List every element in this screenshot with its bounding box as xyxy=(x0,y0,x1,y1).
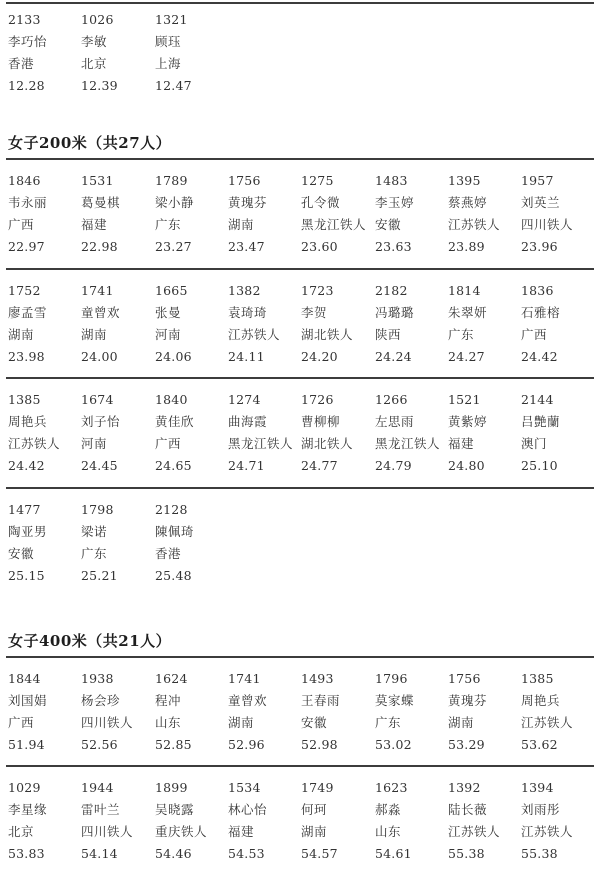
athlete-name: 杨会珍 xyxy=(81,693,121,708)
athlete-entry xyxy=(8,170,81,258)
athlete-entry xyxy=(375,668,448,756)
athlete-name: 童曾欢 xyxy=(81,305,121,320)
bib-number: 1674 xyxy=(81,392,114,407)
athlete-name: 韦永丽 xyxy=(8,195,48,210)
athlete-entry xyxy=(448,668,521,756)
result-time: 54.57 xyxy=(301,846,338,861)
bib-number: 1741 xyxy=(228,671,261,686)
bib-number: 1395 xyxy=(448,173,481,188)
athlete-name: 蔡燕婷 xyxy=(448,195,488,210)
team-name: 安徽 xyxy=(301,715,328,730)
result-time: 54.46 xyxy=(155,846,192,861)
result-time: 23.98 xyxy=(8,349,45,364)
team-name: 福建 xyxy=(81,217,108,232)
bib-number: 1796 xyxy=(375,671,408,686)
bib-number: 1531 xyxy=(81,173,114,188)
athlete-entry xyxy=(301,280,374,368)
results-row xyxy=(0,389,600,485)
athlete-name: 梁小静 xyxy=(155,195,195,210)
bib-number: 1844 xyxy=(8,671,41,686)
athlete-entry xyxy=(8,499,81,587)
bib-number: 1899 xyxy=(155,780,188,795)
section-title-w400: 女子400米（共21人） xyxy=(8,632,172,650)
result-time: 55.38 xyxy=(521,846,558,861)
bib-number: 1814 xyxy=(448,283,481,298)
athlete-entry xyxy=(81,668,154,756)
athlete-name: 朱翠妍 xyxy=(448,305,488,320)
athlete-entry xyxy=(8,389,81,477)
team-name: 安徽 xyxy=(8,546,35,561)
athlete-entry xyxy=(521,668,594,756)
athlete-name: 刘子怡 xyxy=(81,414,121,429)
result-time: 24.71 xyxy=(228,458,265,473)
athlete-name: 曲海霞 xyxy=(228,414,268,429)
team-name: 湖南 xyxy=(8,327,35,342)
result-time: 24.27 xyxy=(448,349,485,364)
bib-number: 1394 xyxy=(521,780,554,795)
team-name: 广西 xyxy=(8,715,35,730)
result-time: 24.79 xyxy=(375,458,412,473)
result-time: 23.27 xyxy=(155,239,192,254)
bib-number: 1957 xyxy=(521,173,554,188)
result-time: 23.47 xyxy=(228,239,265,254)
bib-number: 1521 xyxy=(448,392,481,407)
bib-number: 1938 xyxy=(81,671,114,686)
divider xyxy=(6,377,594,379)
bib-number: 2128 xyxy=(155,502,188,517)
result-time: 23.89 xyxy=(448,239,485,254)
athlete-name: 冯璐璐 xyxy=(375,305,415,320)
result-time: 24.11 xyxy=(228,349,265,364)
athlete-entry xyxy=(8,9,81,97)
team-name: 湖南 xyxy=(228,715,255,730)
team-name: 上海 xyxy=(155,56,182,71)
bib-number: 1836 xyxy=(521,283,554,298)
divider xyxy=(6,765,594,767)
divider xyxy=(6,656,594,658)
divider xyxy=(6,487,594,489)
result-time: 25.10 xyxy=(521,458,558,473)
athlete-name: 黄紫婷 xyxy=(448,414,488,429)
team-name: 北京 xyxy=(81,56,108,71)
result-time: 23.96 xyxy=(521,239,558,254)
athlete-name: 何珂 xyxy=(301,802,328,817)
athlete-name: 雷叶兰 xyxy=(81,802,121,817)
athlete-name: 童曾欢 xyxy=(228,693,268,708)
results-row xyxy=(0,170,600,266)
bib-number: 1749 xyxy=(301,780,334,795)
athlete-entry xyxy=(521,389,594,477)
athlete-name: 葛曼棋 xyxy=(81,195,121,210)
athlete-entry xyxy=(81,389,154,477)
team-name: 黑龙江铁人 xyxy=(301,217,367,232)
bib-number: 1741 xyxy=(81,283,114,298)
athlete-entry xyxy=(155,170,228,258)
result-time: 24.42 xyxy=(521,349,558,364)
team-name: 黑龙江铁人 xyxy=(375,436,441,451)
athlete-name: 廖孟雪 xyxy=(8,305,48,320)
athlete-name: 陆长薇 xyxy=(448,802,488,817)
athlete-name: 李星缘 xyxy=(8,802,48,817)
bib-number: 1385 xyxy=(8,392,41,407)
result-time: 52.96 xyxy=(228,737,265,752)
team-name: 四川铁人 xyxy=(81,824,134,839)
team-name: 北京 xyxy=(8,824,35,839)
result-time: 55.38 xyxy=(448,846,485,861)
results-row xyxy=(0,499,600,595)
bib-number: 1026 xyxy=(81,12,114,27)
team-name: 福建 xyxy=(448,436,475,451)
team-name: 陕西 xyxy=(375,327,402,342)
athlete-name: 郝淼 xyxy=(375,802,402,817)
athlete-name: 刘国娟 xyxy=(8,693,48,708)
athlete-entry xyxy=(521,280,594,368)
divider xyxy=(6,268,594,270)
divider xyxy=(6,158,594,160)
result-time: 51.94 xyxy=(8,737,45,752)
team-name: 香港 xyxy=(8,56,35,71)
athlete-entry xyxy=(301,668,374,756)
team-name: 广东 xyxy=(448,327,475,342)
team-name: 湖北铁人 xyxy=(301,436,354,451)
bib-number: 1846 xyxy=(8,173,41,188)
result-time: 25.21 xyxy=(81,568,118,583)
result-time: 23.63 xyxy=(375,239,412,254)
athlete-entry xyxy=(81,499,154,587)
athlete-entry xyxy=(155,668,228,756)
result-time: 52.56 xyxy=(81,737,118,752)
athlete-entry xyxy=(155,280,228,368)
team-name: 广东 xyxy=(81,546,108,561)
result-time: 22.98 xyxy=(81,239,118,254)
athlete-entry xyxy=(228,170,301,258)
result-time: 12.28 xyxy=(8,78,45,93)
athlete-name: 莫家蝶 xyxy=(375,693,415,708)
team-name: 广西 xyxy=(8,217,35,232)
team-name: 广西 xyxy=(521,327,548,342)
bib-number: 1752 xyxy=(8,283,41,298)
team-name: 江苏铁人 xyxy=(228,327,281,342)
athlete-name: 袁琦琦 xyxy=(228,305,268,320)
athlete-entry xyxy=(375,389,448,477)
athlete-name: 左思雨 xyxy=(375,414,415,429)
athlete-entry xyxy=(8,668,81,756)
team-name: 湖南 xyxy=(301,824,328,839)
athlete-name: 石雅榕 xyxy=(521,305,561,320)
athlete-entry xyxy=(375,777,448,865)
bib-number: 1321 xyxy=(155,12,188,27)
result-time: 24.77 xyxy=(301,458,338,473)
bib-number: 1382 xyxy=(228,283,261,298)
athlete-name: 李玉婷 xyxy=(375,195,415,210)
result-time: 53.29 xyxy=(448,737,485,752)
result-time: 24.42 xyxy=(8,458,45,473)
athlete-name: 吴晓露 xyxy=(155,802,195,817)
athlete-name: 陳佩琦 xyxy=(155,524,195,539)
bib-number: 1624 xyxy=(155,671,188,686)
athlete-entry xyxy=(228,280,301,368)
athlete-name: 李敏 xyxy=(81,34,108,49)
athlete-name: 周艳兵 xyxy=(521,693,561,708)
athlete-name: 黄佳欣 xyxy=(155,414,195,429)
team-name: 山东 xyxy=(375,824,402,839)
team-name: 广东 xyxy=(155,217,182,232)
bib-number: 1798 xyxy=(81,502,114,517)
team-name: 湖北铁人 xyxy=(301,327,354,342)
team-name: 江苏铁人 xyxy=(521,824,574,839)
result-time: 24.45 xyxy=(81,458,118,473)
bib-number: 1756 xyxy=(448,671,481,686)
athlete-name: 王春雨 xyxy=(301,693,341,708)
section-title-w200: 女子200米（共27人） xyxy=(8,134,172,152)
result-time: 54.53 xyxy=(228,846,265,861)
result-time: 52.85 xyxy=(155,737,192,752)
athlete-name: 林心怡 xyxy=(228,802,268,817)
result-time: 53.62 xyxy=(521,737,558,752)
athlete-name: 刘雨彤 xyxy=(521,802,561,817)
result-time: 54.61 xyxy=(375,846,412,861)
athlete-entry xyxy=(8,777,81,865)
bib-number: 1944 xyxy=(81,780,114,795)
bib-number: 1266 xyxy=(375,392,408,407)
athlete-name: 黄瑰芬 xyxy=(448,693,488,708)
athlete-name: 陶亚男 xyxy=(8,524,48,539)
athlete-name: 李贺 xyxy=(301,305,328,320)
bib-number: 1477 xyxy=(8,502,41,517)
athlete-name: 程冲 xyxy=(155,693,182,708)
result-time: 24.65 xyxy=(155,458,192,473)
athlete-entry xyxy=(448,280,521,368)
bib-number: 1534 xyxy=(228,780,261,795)
athlete-name: 孔令微 xyxy=(301,195,341,210)
team-name: 湖南 xyxy=(81,327,108,342)
athlete-name: 梁诺 xyxy=(81,524,108,539)
athlete-name: 吕艶蘭 xyxy=(521,414,561,429)
bib-number: 1756 xyxy=(228,173,261,188)
team-name: 河南 xyxy=(155,327,182,342)
athlete-entry xyxy=(8,280,81,368)
bib-number: 1493 xyxy=(301,671,334,686)
result-time: 24.20 xyxy=(301,349,338,364)
athlete-entry xyxy=(81,777,154,865)
result-time: 23.60 xyxy=(301,239,338,254)
bib-number: 1392 xyxy=(448,780,481,795)
result-time: 24.80 xyxy=(448,458,485,473)
bib-number: 1483 xyxy=(375,173,408,188)
team-name: 河南 xyxy=(81,436,108,451)
result-time: 54.14 xyxy=(81,846,118,861)
result-time: 12.39 xyxy=(81,78,118,93)
bib-number: 1274 xyxy=(228,392,261,407)
bib-number: 2133 xyxy=(8,12,41,27)
athlete-name: 黄瑰芬 xyxy=(228,195,268,210)
team-name: 湖南 xyxy=(228,217,255,232)
athlete-entry xyxy=(301,777,374,865)
athlete-entry xyxy=(81,170,154,258)
team-name: 山东 xyxy=(155,715,182,730)
results-row xyxy=(0,9,600,105)
team-name: 安徽 xyxy=(375,217,402,232)
athlete-entry xyxy=(301,170,374,258)
team-name: 澳门 xyxy=(521,436,548,451)
bib-number: 1275 xyxy=(301,173,334,188)
results-row xyxy=(0,777,600,873)
team-name: 四川铁人 xyxy=(521,217,574,232)
result-time: 24.06 xyxy=(155,349,192,364)
result-time: 25.48 xyxy=(155,568,192,583)
athlete-entry xyxy=(375,170,448,258)
results-row xyxy=(0,280,600,376)
athlete-name: 顾珏 xyxy=(155,34,182,49)
team-name: 江苏铁人 xyxy=(448,217,501,232)
divider xyxy=(6,2,594,4)
bib-number: 1789 xyxy=(155,173,188,188)
athlete-entry xyxy=(228,389,301,477)
result-time: 25.15 xyxy=(8,568,45,583)
bib-number: 1385 xyxy=(521,671,554,686)
bib-number: 1840 xyxy=(155,392,188,407)
athlete-name: 曹柳柳 xyxy=(301,414,341,429)
athlete-entry xyxy=(228,777,301,865)
athlete-name: 李巧怡 xyxy=(8,34,48,49)
athlete-entry xyxy=(521,777,594,865)
result-time: 24.24 xyxy=(375,349,412,364)
athlete-name: 周艳兵 xyxy=(8,414,48,429)
athlete-entry xyxy=(228,668,301,756)
team-name: 黑龙江铁人 xyxy=(228,436,294,451)
athlete-entry xyxy=(81,9,154,97)
bib-number: 2144 xyxy=(521,392,554,407)
team-name: 重庆铁人 xyxy=(155,824,208,839)
athlete-name: 张曼 xyxy=(155,305,182,320)
athlete-entry xyxy=(448,777,521,865)
result-time: 53.83 xyxy=(8,846,45,861)
athlete-entry xyxy=(155,777,228,865)
team-name: 湖南 xyxy=(448,715,475,730)
bib-number: 2182 xyxy=(375,283,408,298)
athlete-entry xyxy=(155,499,228,587)
athlete-entry xyxy=(155,389,228,477)
athlete-name: 刘英兰 xyxy=(521,195,561,210)
athlete-entry xyxy=(375,280,448,368)
bib-number: 1665 xyxy=(155,283,188,298)
result-time: 52.98 xyxy=(301,737,338,752)
result-time: 22.97 xyxy=(8,239,45,254)
team-name: 江苏铁人 xyxy=(8,436,61,451)
team-name: 广西 xyxy=(155,436,182,451)
results-row xyxy=(0,668,600,764)
result-time: 12.47 xyxy=(155,78,192,93)
athlete-entry xyxy=(155,9,228,97)
team-name: 香港 xyxy=(155,546,182,561)
bib-number: 1723 xyxy=(301,283,334,298)
athlete-entry xyxy=(521,170,594,258)
team-name: 福建 xyxy=(228,824,255,839)
bib-number: 1623 xyxy=(375,780,408,795)
athlete-entry xyxy=(81,280,154,368)
bib-number: 1029 xyxy=(8,780,41,795)
team-name: 广东 xyxy=(375,715,402,730)
team-name: 江苏铁人 xyxy=(448,824,501,839)
athlete-entry xyxy=(448,389,521,477)
result-time: 24.00 xyxy=(81,349,118,364)
athlete-entry xyxy=(301,389,374,477)
result-time: 53.02 xyxy=(375,737,412,752)
team-name: 江苏铁人 xyxy=(521,715,574,730)
athlete-entry xyxy=(448,170,521,258)
team-name: 四川铁人 xyxy=(81,715,134,730)
bib-number: 1726 xyxy=(301,392,334,407)
